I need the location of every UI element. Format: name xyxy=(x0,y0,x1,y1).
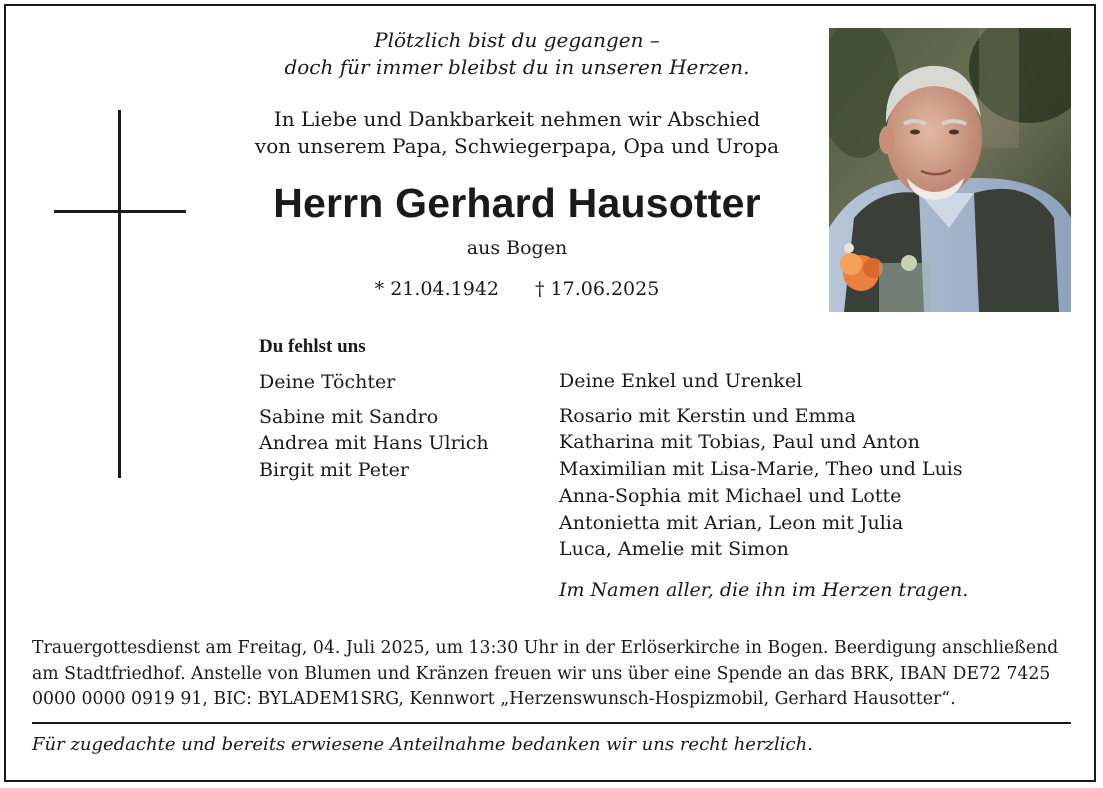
service-line: am Stadtfriedhof. Anstelle von Blumen und Kränzen freuen wir uns über eine Spende an das BRK, IBAN DE72 7425 xyxy=(32,663,1051,684)
farewell-line: von unserem Papa, Schwiegerpapa, Opa und Uropa xyxy=(254,134,780,158)
missed-heading: Du fehlst uns xyxy=(259,336,366,357)
farewell-text xyxy=(150,106,884,160)
list-item: Katharina mit Tobias, Paul und Anton xyxy=(559,431,920,454)
list-item: Luca, Amelie mit Simon xyxy=(559,538,789,561)
thanks-note: Für zugedachte und bereits erwiesene Anteilnahme bedanken wir uns recht herzlich. xyxy=(32,734,813,755)
service-line: 0000 0000 0919 91, BIC: BYLADEM1SRG, Kennwort „Herzenswunsch-Hospizmobil, Gerhard Hausotter“. xyxy=(32,689,956,709)
cross-vertical-bar xyxy=(118,110,121,478)
list-item: Anna-Sophia mit Michael und Lotte xyxy=(559,484,902,507)
deceased-name: Herrn Gerhard Hausotter xyxy=(273,180,761,226)
birth-date: * 21.04.1942 xyxy=(374,278,499,300)
life-dates xyxy=(150,276,884,302)
closing-line: Im Namen aller, die ihn im Herzen tragen. xyxy=(559,579,969,601)
death-date: † 17.06.2025 xyxy=(535,278,660,300)
list-item: Andrea mit Hans Ulrich xyxy=(259,432,489,455)
daughters-list xyxy=(259,404,559,484)
grandchildren-title: Deine Enkel und Urenkel xyxy=(559,370,803,392)
grandchildren-list xyxy=(559,403,1019,563)
deceased-origin: aus Bogen xyxy=(466,237,568,259)
quote-line: Plötzlich bist du gegangen – xyxy=(374,28,660,52)
service-details xyxy=(32,636,1072,713)
list-item: Birgit mit Peter xyxy=(259,459,409,482)
daughters-title: Deine Töchter xyxy=(259,371,396,393)
divider xyxy=(32,722,1071,724)
list-item: Antonietta mit Arian, Leon mit Julia xyxy=(559,511,904,534)
list-item: Rosario mit Kerstin und Emma xyxy=(559,404,856,427)
grandchildren-column xyxy=(559,368,1019,563)
list-item: Sabine mit Sandro xyxy=(259,405,439,428)
farewell-line: In Liebe und Dankbarkeit nehmen wir Abschied xyxy=(273,107,761,131)
daughters-column xyxy=(259,333,559,484)
opening-quote xyxy=(150,27,884,81)
service-line: Trauergottesdienst am Freitag, 04. Juli 2025, um 13:30 Uhr in der Erlöserkirche in Bogen. Beerdigung anschließend xyxy=(32,638,1059,658)
quote-line: doch für immer bleibst du in unseren Herzen. xyxy=(284,55,750,79)
portrait-photo xyxy=(829,28,1071,312)
list-item: Maximilian mit Lisa-Marie, Theo und Luis xyxy=(559,458,963,481)
